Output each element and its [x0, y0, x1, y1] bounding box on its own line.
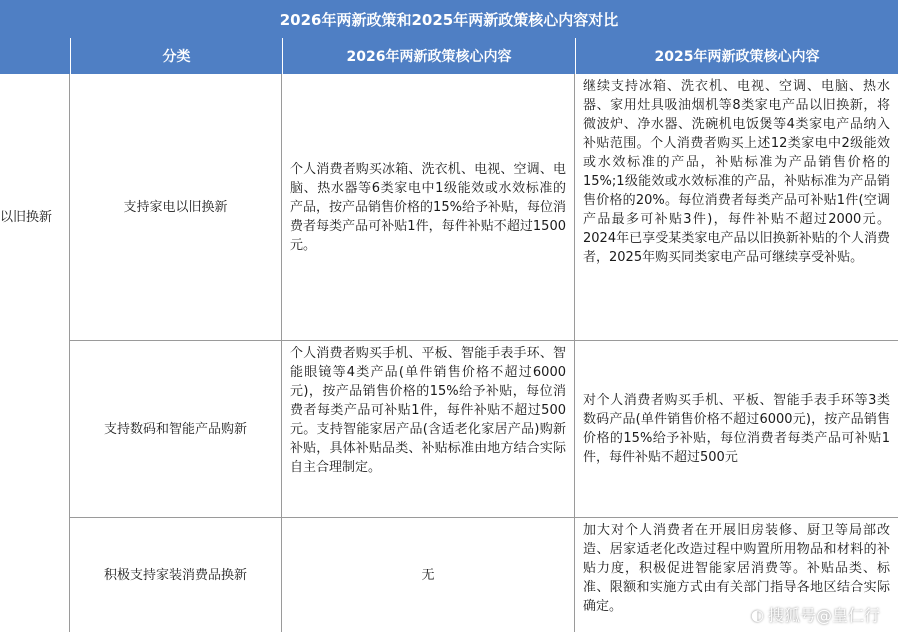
watermark-text: 搜狐号@皇仁行	[767, 606, 880, 625]
row-2025-cell	[575, 341, 898, 518]
table-title: 2026年两新政策和2025年两新政策核心内容对比	[0, 0, 898, 38]
sohu-logo-icon: ◐	[750, 605, 764, 624]
header-category: 分类	[70, 38, 282, 74]
row-2026-cell	[282, 341, 575, 518]
row-2026-content: 无	[421, 567, 435, 583]
row-2026-content: 个人消费者购买冰箱、洗衣机、电视、空调、电脑、热水器等6类家电中1级能效或水效标准的产品，按产品销售价格的15%给予补贴，每位消费者每类产品可补贴1件，每件补贴不超过1500元。	[290, 161, 566, 253]
header-2025: 2025年两新政策核心内容	[575, 38, 898, 74]
row-2026-cell	[282, 74, 575, 341]
comparison-table	[0, 74, 898, 632]
table-row	[70, 518, 282, 632]
row-2026-cell	[282, 518, 575, 632]
row-2026-content: 个人消费者购买手机、平板、智能手表手环、智能眼镜等4类产品(单件销售价格不超过6000元)，按产品销售价格的15%给予补贴，每位消费者每类产品可补贴1件，每件补贴不超过500元。支持智能家居产品(含适老化家居产品)购新补贴，具体补贴品类、补贴标准由地方结合实际自主合理制定。	[290, 346, 566, 475]
row-2025-content: 加大对个人消费者在开展旧房装修、厨卫等局部改造、居家适老化改造过程中购置所用物品和材料的补贴力度，积极促进智能家居消费等。补贴品类、标准、限额和实施方式由有关部门指导各地区结合实际确定。	[583, 523, 890, 614]
watermark	[751, 603, 880, 626]
row-subcategory: 积极支持家装消费品换新	[103, 567, 247, 583]
row-subcategory: 支持数码和智能产品购新	[103, 421, 247, 437]
group-label: 以旧换新	[0, 74, 70, 632]
header-group-blank	[0, 38, 70, 74]
table-header-row	[0, 38, 898, 74]
row-2025-content: 继续支持冰箱、洗衣机、电视、空调、电脑、热水器、家用灶具吸油烟机等8类家电产品以旧换新，将微波炉、净水器、洗碗机电饭煲等4类家电产品纳入补贴范围。个人消费者购买上述12类家电中2级能效或水效标准的产品，补贴标准为产品销售价格的15%;1级能效或水效标准的产品，补贴标准为产品销售价格的20%。每位消费者每类产品可补贴1件(空调产品最多可补贴3件)，每件补贴不超过2000元。2024年已享受某类家电产品以旧换新补贴的个人消费者，2025年购买同类家电产品可继续享受补贴。	[583, 79, 890, 265]
row-subcategory: 支持家电以旧换新	[123, 199, 228, 215]
table-row	[70, 341, 282, 518]
table-row	[70, 74, 282, 341]
header-2026: 2026年两新政策核心内容	[282, 38, 575, 74]
row-2025-cell	[575, 74, 898, 341]
row-2025-content: 对个人消费者购买手机、平板、智能手表手环等3类数码产品(单件销售价格不超过6000元)，按产品销售价格的15%给予补贴，每位消费者每类产品可补贴1件，每件补贴不超过500元	[583, 393, 890, 465]
